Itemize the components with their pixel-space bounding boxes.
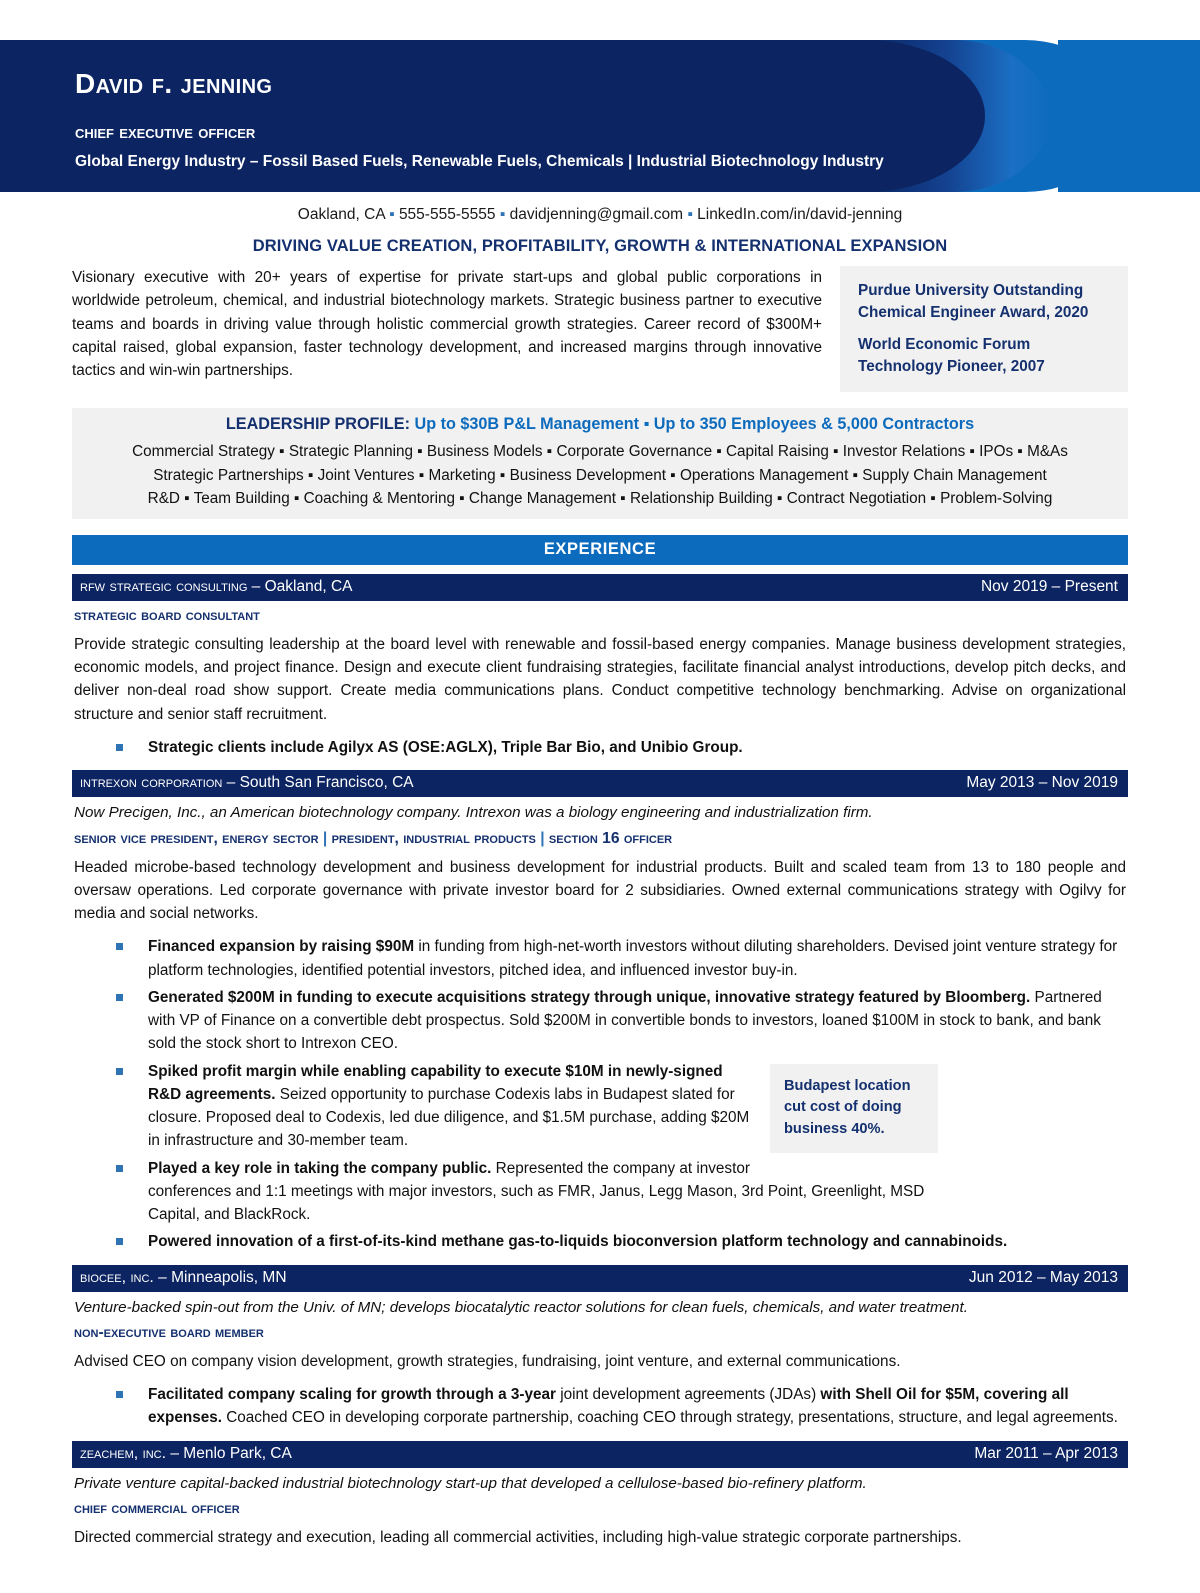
award-item: World Economic Forum Technology Pioneer, 2007 xyxy=(858,336,1045,376)
job-bullet xyxy=(72,1383,1128,1430)
job-company-name xyxy=(80,578,352,596)
leadership-profile-title xyxy=(72,408,1128,440)
leadership-label: LEADERSHIP PROFILE: xyxy=(225,414,415,433)
candidate-title: chief executive officer xyxy=(75,122,256,143)
job-role-title: strategic board consultant xyxy=(74,606,260,624)
bullet-text: in funding from high-net-worth investors without diluting shareholders. Devised joint venture strategy for platform technologies, identified potential investors, pitched idea, and influenced investor buy-in. xyxy=(148,938,1118,979)
role-divider: | xyxy=(318,829,332,847)
bullet-text: Coached CEO in developing corporate partnership, coaching CEO through strategy, presentations, structure, and legal agreements. xyxy=(221,1409,1118,1427)
job-dates: Mar 2011 – Apr 2013 xyxy=(974,1444,1118,1462)
leadership-metrics: Up to $30B P&L Management ▪ Up to 350 Employees & 5,000 Contractors xyxy=(414,414,975,433)
summary-paragraph: Visionary executive with 20+ years of expertise for private start-ups and global public corporations in worldwide petroleum, chemical, and industrial biotechnology markets. Strategic business partner to executive teams and boards in driving value through holistic commercial growth strategies. Career record of $300M+ capital raised, global expansion, faster technology development, and increased margins through innovative tactics and win-win partnerships. xyxy=(72,269,822,379)
contact-separator-icon: ▪ xyxy=(499,206,506,223)
bullet-text: Partnered with VP of Finance on a convertible debt prospectus. Sold $200M in convertible bonds to investors, loaned $100M in stock to bank, and bank sold the stock short to Intrexon CEO. xyxy=(148,988,1102,1053)
job-description: Provide strategic consulting leadership at the board level with renewable and fossil-based energy companies. Manage business development strategies, economic models, and project finance. Design and execute client fundraising strategies, facilitate financial analyst introductions, develop pitch decks, and deliver non-deal road show support. Create media communications plans. Conduct competitive technology benchmarking. Advise on organizational structure and senior staff recruitment. xyxy=(74,635,1126,723)
award-item: Purdue University Outstanding Chemical Engineer Award, 2020 xyxy=(858,282,1089,321)
job-dates: Jun 2012 – May 2013 xyxy=(968,1268,1118,1286)
job-bullet-list xyxy=(72,1373,1128,1430)
job-entry-zeachem xyxy=(72,1441,1128,1550)
job-description: Headed microbe-based technology development and business development for industrial products. Built and scaled team from 13 to 180 people and oversaw operations. Led corporate governance with private investor board for 2 subsidiaries. Owned external communications strategy with Ogilvy for media and social networks. xyxy=(74,858,1126,923)
contact-line xyxy=(0,192,1200,232)
bullet-bold-text: Spiked profit margin while enabling capability to execute $10M in newly-signed R&D agreements. xyxy=(148,1062,723,1103)
header-text-group xyxy=(75,40,955,171)
contact-email[interactable]: davidjenning@gmail.com xyxy=(509,206,683,223)
job-entry-rfw xyxy=(72,574,1128,759)
resume-header xyxy=(0,40,1200,192)
contact-location: Oakland, CA xyxy=(297,206,385,223)
company-location: – South San Francisco, CA xyxy=(222,774,414,792)
job-dates: May 2013 – Nov 2019 xyxy=(966,774,1118,792)
bullet-bold-text: Financed expansion by raising $90M xyxy=(148,938,415,956)
company-title: zeachem, inc. xyxy=(80,1444,167,1462)
role-divider: | xyxy=(535,829,549,847)
company-location: – Menlo Park, CA xyxy=(166,1444,292,1462)
job-role-title: non-executive board member xyxy=(74,1323,264,1341)
job-company-blurb: Private venture capital-backed industrial biotechnology start-up that developed a cellulose-based bio-refinery platform. xyxy=(74,1474,867,1492)
job-entry-biocee xyxy=(72,1265,1128,1430)
job-header-bar xyxy=(72,1441,1128,1468)
job-bullet xyxy=(72,986,1128,1056)
bullet-bold-text: Played a key role in taking the company public. xyxy=(148,1159,492,1177)
bullet-bold-text: Generated $200M in funding to execute acquisitions strategy through unique, innovative strategy featured by Bloomberg. xyxy=(148,988,1031,1006)
job-header-bar xyxy=(72,1265,1128,1292)
job-description: Directed commercial strategy and execution, leading all commercial activities, including high-value strategic corporate partnerships. xyxy=(74,1528,962,1546)
job-bullet xyxy=(72,736,1128,759)
company-location: – Minneapolis, MN xyxy=(153,1268,287,1286)
bullet-text: Represented the company at investor conferences and 1:1 meetings with major investors, such as FMR, Janus, Legg Mason, 3rd Point, Greenlight, MSD Capital, and BlackRock. xyxy=(148,1159,925,1224)
candidate-industry: Global Energy Industry – Fossil Based Fuels, Renewable Fuels, Chemicals | Industrial Biotechnology Industry xyxy=(75,153,884,170)
job-company-blurb: Venture-backed spin-out from the Univ. of MN; develops biocatalytic reactor solutions for clean fuels, chemicals, and water treatment. xyxy=(74,1298,968,1316)
candidate-name: David f. jenning xyxy=(75,68,273,99)
job-bullets-wrapper xyxy=(72,925,1128,1253)
job-bullet-list xyxy=(72,726,1128,759)
role-segment: section 16 officer xyxy=(548,829,673,847)
budapest-callout-box: Budapest location cut cost of doing business 40%. xyxy=(770,1064,938,1154)
leadership-profile-block xyxy=(72,408,1128,519)
company-title: biocee, inc. xyxy=(80,1268,154,1286)
contact-phone[interactable]: 555-555-5555 xyxy=(398,206,496,223)
job-dates: Nov 2019 – Present xyxy=(980,577,1118,595)
job-company-name xyxy=(80,774,414,792)
job-bullet xyxy=(72,935,1128,982)
job-header-bar xyxy=(72,574,1128,601)
contact-separator-icon: ▪ xyxy=(389,206,395,223)
job-bullet xyxy=(72,1060,1128,1153)
job-description: Advised CEO on company vision development, growth strategies, fundraising, joint venture, and external communications. xyxy=(74,1352,901,1370)
bullet-bold-text: Facilitated company scaling for growth through a 3-year xyxy=(148,1386,556,1404)
job-header-bar xyxy=(72,770,1128,797)
profile-headline: DRIVING VALUE CREATION, PROFITABILITY, GROWTH & INTERNATIONAL EXPANSION xyxy=(252,237,948,255)
summary-row xyxy=(0,266,1200,392)
job-bullet xyxy=(72,1230,1128,1253)
job-entry-intrexon xyxy=(72,770,1128,1253)
role-segment: president, industrial products xyxy=(331,829,536,847)
job-company-blurb: Now Precigen, Inc., an American biotechnology company. Intrexon was a biology engineering and industrialization firm. xyxy=(74,804,873,822)
competency-line: Strategic Partnerships ▪ Joint Ventures ▪ Marketing ▪ Business Development ▪ Operations Management ▪ Supply Chain Management xyxy=(153,466,1047,484)
contact-linkedin[interactable]: LinkedIn.com/in/david-jenning xyxy=(697,206,903,223)
bullet-bold-text: with Shell Oil for $5M, covering all expenses. xyxy=(148,1386,1069,1427)
competency-line: Commercial Strategy ▪ Strategic Planning ▪ Business Models ▪ Corporate Governance ▪ Capital Raising ▪ Investor Relations ▪ IPOs ▪ M&As xyxy=(132,442,1068,460)
job-role-title xyxy=(72,824,1128,848)
bullet-text: Seized opportunity to purchase Codexis labs in Budapest slated for closure. Proposed deal to Codexis, led due diligence, and $1.5M purchase, adding $20M in infrastructure and 30-member team. xyxy=(148,1085,750,1150)
job-bullet-list xyxy=(72,925,1128,1253)
contact-separator-icon: ▪ xyxy=(687,206,693,223)
bullet-bold-text: Strategic clients include Agilyx AS (OSE:AGLX), Triple Bar Bio, and Unibio Group. xyxy=(148,738,743,756)
awards-callout-box xyxy=(840,266,1128,392)
role-segment: senior vice president, energy sector xyxy=(74,829,319,847)
job-company-name xyxy=(80,1269,287,1287)
competency-line: R&D ▪ Team Building ▪ Coaching & Mentoring ▪ Change Management ▪ Relationship Building ▪ Contract Negotiation ▪ Problem-Solving xyxy=(147,490,1053,508)
section-header-experience: EXPERIENCE xyxy=(72,535,1128,565)
job-role-title: chief commercial officer xyxy=(74,1499,240,1517)
job-bullet xyxy=(72,1157,1128,1227)
bullet-text: joint development agreements (JDAs) xyxy=(556,1386,821,1404)
company-location: – Oakland, CA xyxy=(247,577,353,595)
company-title: intrexon corporation xyxy=(80,774,223,792)
job-company-name xyxy=(80,1445,292,1463)
bullet-bold-text: Powered innovation of a first-of-its-kind methane gas-to-liquids bioconversion platform technology and cannabinoids. xyxy=(148,1233,1008,1251)
company-title: rfw strategic consulting xyxy=(80,577,248,595)
page-bottom-spacer xyxy=(0,1549,1200,1587)
